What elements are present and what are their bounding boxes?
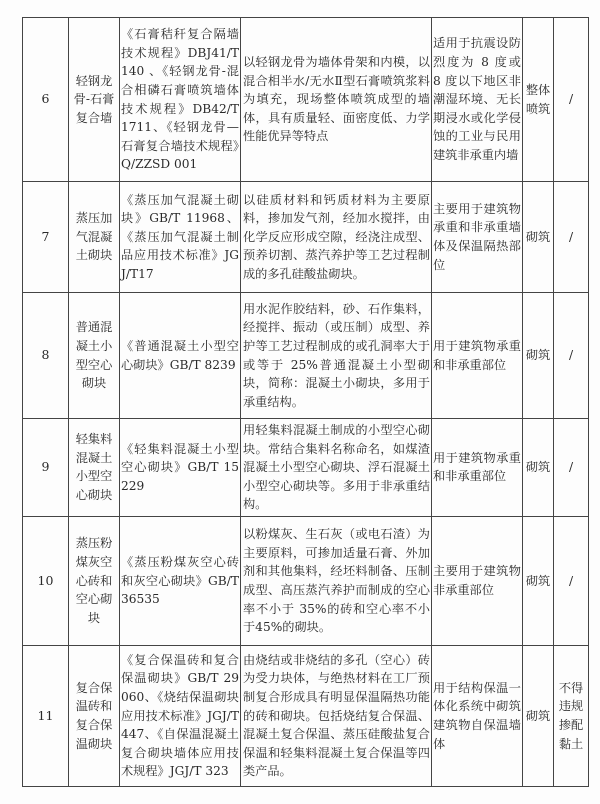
row-number: 8 bbox=[23, 293, 69, 419]
remark: / bbox=[554, 419, 589, 517]
material-name: 普通混凝土小型空心砌块 bbox=[69, 293, 120, 419]
application-scope: 主要用于建筑物非承重部位 bbox=[432, 516, 523, 645]
material-description: 用水泥作胶结料，砂、石作集料，经搅拌、振动（或压制）成型、养护等工艺过程制成的或孔洞率大于或等于 25%普通混凝土小型砌块，简称：混凝土小砌块，多用于承重结构。 bbox=[241, 293, 432, 419]
material-description: 以硅质材料和钙质材料为主要原料，掺加发气剂，经加水搅拌，由化学反应形成空隙，经浇注成型、预养切割、蒸汽养护等工艺过程制成的多孔硅酸盐砌块。 bbox=[241, 182, 432, 293]
table-row bbox=[23, 182, 589, 293]
application-scope: 用于建筑物承重和非承重部位 bbox=[432, 419, 523, 517]
construction-method: 砌筑 bbox=[523, 516, 554, 645]
table-row bbox=[23, 516, 589, 645]
materials-table bbox=[22, 17, 589, 787]
construction-method: 整体喷筑 bbox=[523, 18, 554, 182]
material-description: 以粉煤灰、生石灰（或电石渣）为主要原料，可掺加适量石膏、外加剂和其他集料，经坯料制备、压制成型、高压蒸汽养护而制成的空心率不小于 35%的砖和空心率不小于45%的砌块。 bbox=[241, 516, 432, 645]
material-description: 以轻钢龙骨为墙体骨架和内模，以混合相半水/无水Ⅱ型石膏喷筑浆料为填充，现场整体喷筑成型的墙体，具有质量轻、面密度低、力学性能优异等特点 bbox=[241, 18, 432, 182]
material-name: 蒸压粉煤灰空心砖和空心砌块 bbox=[69, 516, 120, 645]
application-scope: 用于结构保温一体化系统中砌筑建筑物自保温墙体 bbox=[432, 645, 523, 786]
material-name: 蒸压加气混凝土砌块 bbox=[69, 182, 120, 293]
material-name: 轻集料混凝土小型空心砌块 bbox=[69, 419, 120, 517]
construction-method: 砌筑 bbox=[523, 645, 554, 786]
table-row bbox=[23, 419, 589, 517]
construction-method: 砌筑 bbox=[523, 182, 554, 293]
remark: / bbox=[554, 182, 589, 293]
remark: / bbox=[554, 18, 589, 182]
material-standard: 《蒸压粉煤灰空心砖和灰空心砌块》GB/T 36535 bbox=[120, 516, 241, 645]
row-number: 10 bbox=[23, 516, 69, 645]
application-scope: 适用于抗震设防烈度为 8 度或 8 度以下地区非潮湿环境、无长期浸水或化学侵蚀的工业与民用建筑非承重内墙 bbox=[432, 18, 523, 182]
material-description: 用轻集料混凝土制成的小型空心砌块。常结合集料名称命名，如煤渣混凝土小型空心砌块、浮石混凝土小型空心砌块等。多用于非承重结构。 bbox=[241, 419, 432, 517]
material-name: 轻钢龙骨-石膏复合墙 bbox=[69, 18, 120, 182]
material-description: 由烧结或非烧结的多孔（空心）砖为受力块体，与绝热材料在工厂预制复合形成具有明显保温隔热功能的砖和砌块。包括烧结复合保温、混凝土复合保温、蒸压硅酸盐复合保温和轻集料混凝土复合保温等四类产品。 bbox=[241, 645, 432, 786]
application-scope: 主要用于建筑物承重和非承重墙体及保温隔热部位 bbox=[432, 182, 523, 293]
remark: 不得违规掺配黏土 bbox=[554, 645, 589, 786]
material-standard: 《石膏秸秆复合隔墙技术规程》DBJ41/T 140 、《轻钢龙骨-混合相磷石膏喷筑墙体技术规程》DB42/T 1711、《轻钢龙骨—石膏复合墙技术规程》Q/ZZSD 001 bbox=[120, 18, 241, 182]
construction-method: 砌筑 bbox=[523, 419, 554, 517]
construction-method: 砌筑 bbox=[523, 293, 554, 419]
material-name: 复合保温砖和复合保温砌块 bbox=[69, 645, 120, 786]
material-standard: 《蒸压加气混凝土砌块》GB/T 11968、《蒸压加气混凝土制品应用技术标准》JGJ/T17 bbox=[120, 182, 241, 293]
material-standard: 《复合保温砖和复合保温砌块》GB/T 29060、《烧结保温砌块应用技术标准》JGJ/T 447、《自保温混凝土复合砌块墙体应用技术规程》JGJ/T 323 bbox=[120, 645, 241, 786]
remark: / bbox=[554, 293, 589, 419]
table-row bbox=[23, 18, 589, 182]
row-number: 9 bbox=[23, 419, 69, 517]
application-scope: 用于建筑物承重和非承重部位 bbox=[432, 293, 523, 419]
row-number: 11 bbox=[23, 645, 69, 786]
row-number: 7 bbox=[23, 182, 69, 293]
material-standard: 《普通混凝土小型空心砌块》GB/T 8239 bbox=[120, 293, 241, 419]
table-row bbox=[23, 645, 589, 786]
remark: / bbox=[554, 516, 589, 645]
document-page bbox=[22, 17, 588, 787]
table-row bbox=[23, 293, 589, 419]
material-standard: 《轻集料混凝土小型空心砌块》GB/T 15229 bbox=[120, 419, 241, 517]
row-number: 6 bbox=[23, 18, 69, 182]
